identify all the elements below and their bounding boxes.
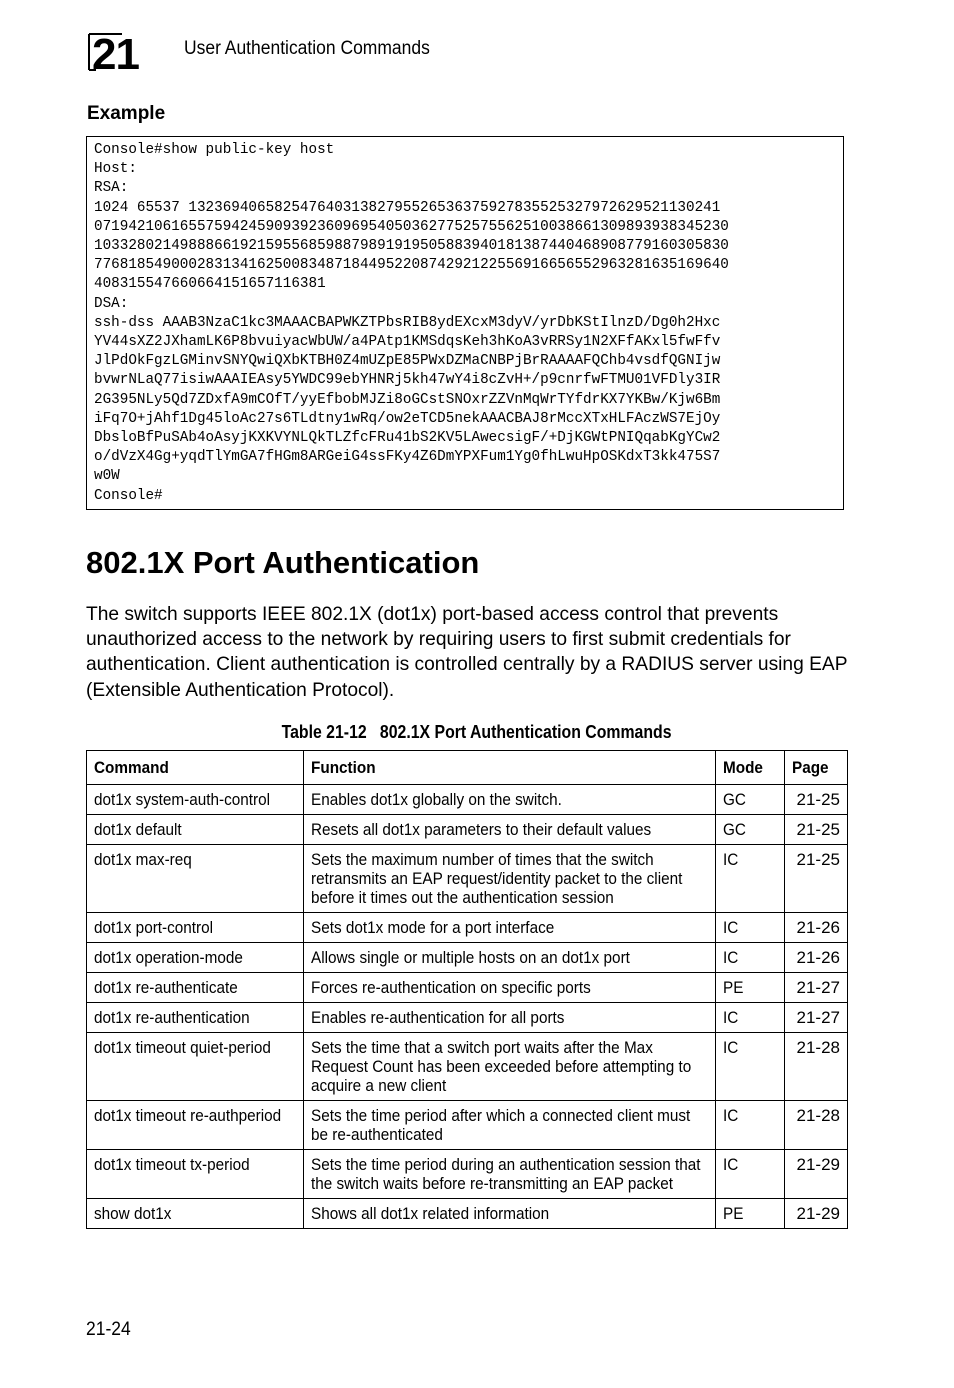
column-header-mode: Mode	[716, 751, 785, 785]
chapter-number-graphic	[88, 33, 160, 71]
mode-cell: IC	[716, 943, 785, 973]
chapter-number: 21	[92, 33, 139, 71]
page-cell: 21-28	[785, 1101, 848, 1150]
page-cell: 21-26	[785, 943, 848, 973]
function-cell: Sets the time period during an authentication session that the switch waits before re-transmitting an EAP packet	[304, 1150, 716, 1199]
page-cell: 21-25	[785, 815, 848, 845]
page-cell: 21-29	[785, 1150, 848, 1199]
mode-cell: PE	[716, 973, 785, 1003]
section-heading: 802.1X Port Authentication	[86, 545, 480, 580]
command-cell: dot1x max-req	[87, 845, 304, 913]
table-row	[87, 943, 848, 973]
command-cell: dot1x timeout quiet-period	[87, 1033, 304, 1101]
command-cell: dot1x timeout tx-period	[87, 1150, 304, 1199]
table-caption	[0, 722, 954, 743]
table-row	[87, 1003, 848, 1033]
function-cell: Forces re-authentication on specific ports	[304, 973, 716, 1003]
function-cell: Sets the time that a switch port waits after the Max Request Count has been exceeded before attempting to acquire a new client	[304, 1033, 716, 1101]
command-cell: dot1x system-auth-control	[87, 785, 304, 815]
mode-cell: IC	[716, 1033, 785, 1101]
function-cell: Shows all dot1x related information	[304, 1199, 716, 1229]
example-heading: Example	[87, 103, 166, 124]
function-cell: Sets dot1x mode for a port interface	[304, 913, 716, 943]
function-cell: Enables re-authentication for all ports	[304, 1003, 716, 1033]
command-cell: dot1x port-control	[87, 913, 304, 943]
chapter-title: User Authentication Commands	[184, 38, 430, 59]
command-cell: dot1x timeout re-authperiod	[87, 1101, 304, 1150]
table-row	[87, 785, 848, 815]
page-number: 21-24	[86, 1319, 131, 1340]
command-cell: dot1x re-authentication	[87, 1003, 304, 1033]
mode-cell: GC	[716, 815, 785, 845]
table-row	[87, 913, 848, 943]
function-cell: Enables dot1x globally on the switch.	[304, 785, 716, 815]
mode-cell: IC	[716, 1101, 785, 1150]
function-cell: Resets all dot1x parameters to their default values	[304, 815, 716, 845]
table-row	[87, 1150, 848, 1199]
chapter-number-badge	[88, 33, 160, 71]
page-cell: 21-28	[785, 1033, 848, 1101]
table-row	[87, 973, 848, 1003]
function-cell: Sets the maximum number of times that the switch retransmits an EAP request/identity packet to the client before it times out the authentication session	[304, 845, 716, 913]
function-cell: Allows single or multiple hosts on an dot1x port	[304, 943, 716, 973]
command-cell: dot1x default	[87, 815, 304, 845]
code-example-box	[86, 136, 844, 510]
page-cell: 21-26	[785, 913, 848, 943]
page-cell: 21-27	[785, 1003, 848, 1033]
table-header-row	[87, 751, 848, 785]
page-cell: 21-29	[785, 1199, 848, 1229]
mode-cell: IC	[716, 1003, 785, 1033]
intro-paragraph: The switch supports IEEE 802.1X (dot1x) port-based access control that prevents unauthorized access to the network by requiring users to first submit credentials for authentication. Client authentication is controlled centrally by a RADIUS server using EAP (Extensible Authentication Protocol).	[86, 604, 848, 701]
column-header-page: Page	[785, 751, 848, 785]
mode-cell: GC	[716, 785, 785, 815]
page-cell: 21-27	[785, 973, 848, 1003]
page-cell: 21-25	[785, 785, 848, 815]
mode-cell: IC	[716, 1150, 785, 1199]
mode-cell: IC	[716, 913, 785, 943]
column-header-function: Function	[304, 751, 716, 785]
column-header-command: Command	[87, 751, 304, 785]
commands-table	[86, 750, 848, 1229]
command-cell: dot1x re-authenticate	[87, 973, 304, 1003]
mode-cell: IC	[716, 845, 785, 913]
mode-cell: PE	[716, 1199, 785, 1229]
command-cell: show dot1x	[87, 1199, 304, 1229]
table-caption-text: Table 21-12 802.1X Port Authentication Commands	[282, 722, 672, 742]
page-cell: 21-25	[785, 845, 848, 913]
table-row	[87, 815, 848, 845]
table-row	[87, 1033, 848, 1101]
table-row	[87, 845, 848, 913]
table-row	[87, 1101, 848, 1150]
table-row	[87, 1199, 848, 1229]
command-cell: dot1x operation-mode	[87, 943, 304, 973]
function-cell: Sets the time period after which a connected client must be re-authenticated	[304, 1101, 716, 1150]
code-example: Console#show public-key host Host: RSA: 1024 65537 13236940658254764031382795526536375927835525327972629521130241 07194210616557594245909392360969540503627752575562510038661309893938345230 10332802149888661921595568598879891919505883940181387440468908779160305830 77681854900028313416250083487184495220874292122556916656552963281635169640 408315547660664151657116381 DSA: ssh-dss AAAB3NzaC1kc3MAAACBAPWKZTPbsRIB8ydEXcxM3dyV/yrDbKStIlnzD/Dg0h2Hxc YV44sXZ2JXhamLK6P8bvuiyacWbUW/a4PAtp1KMSdqsKeh3hKoA3vRRSy1N2XFfAKxl5fwFfv JlPdOkFgzLGMinvSNYQwiQXbKTBH0Z4mUZpE85PWxDZMaCNBPjBrRAAAAFQChb4vsdfQGNIjw bvwrNLaQ77isiwAAAIEAsy5YWDC99ebYHNRj5kh47wY4i8cZvH+/p9cnrfwFTMU01VFDly3IR 2G395NLy5Qd7ZDxfA9mCOfT/yyEfbobMJZi8oGCstSNOxrZZVnMqWrTYfdrKX7YKBw/Kjw6Bm iFq7O+jAhf1Dg45loAc27s6TLdtny1wRq/ow2eTCD5nekAAACBAJ8rMccXTxHLFAczWS7EjOy DbsloBfPuSAb4oAsyjKXKVYNLQkTLZfcFRu41bS2KV5LAwecsigF/+DjKGWtPNIQqabKgYCw2 o/dVzX4Gg+yqdTlYmGA7fHGm8ARGeiG4ssFKy4Z6DmYPXFum1Yg0fhLwuHpOSKdxT3kk475S7 w0W Console#	[94, 142, 729, 504]
